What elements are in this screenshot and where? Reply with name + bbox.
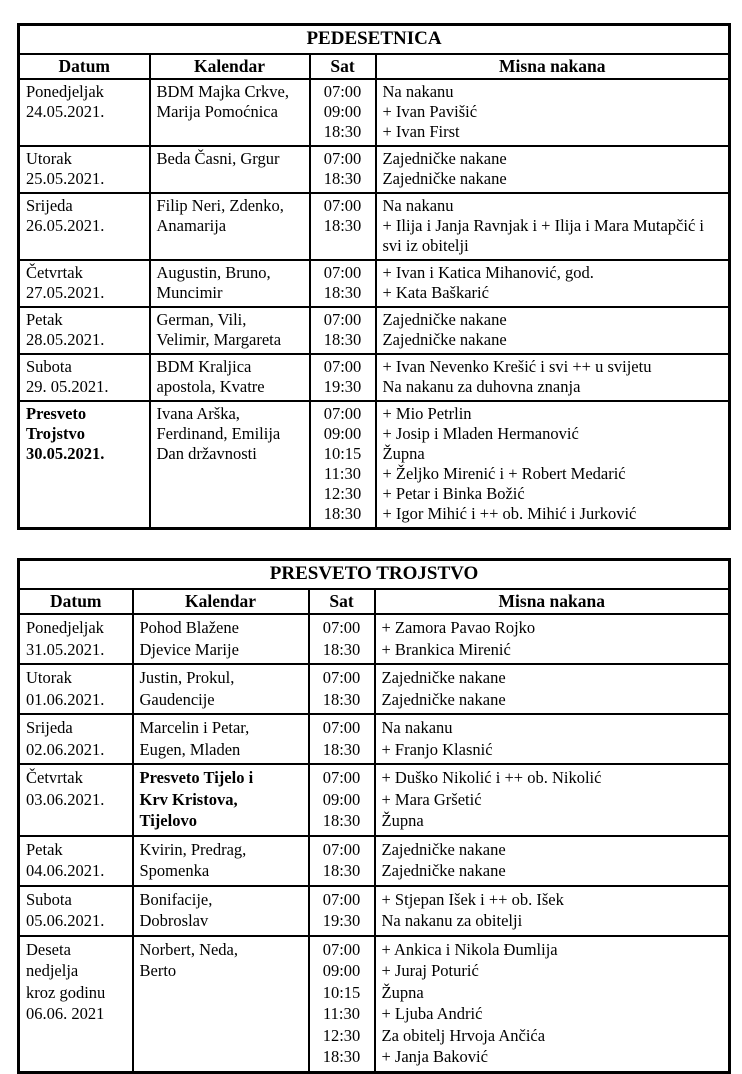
datum-line: 26.05.2021.: [26, 216, 105, 235]
datum-line: Subota: [26, 357, 72, 376]
kalendar-line: BDM Kraljica: [156, 357, 252, 376]
column-header-sat: Sat: [309, 589, 375, 614]
kalendar-cell: [133, 936, 309, 1073]
kalendar-line: Justin, Prokul,: [139, 668, 235, 687]
nakana-value: Na nakanu: [381, 718, 453, 737]
time-value: 07:00: [323, 310, 362, 329]
table-title: PRESVETO TROJSTVO: [19, 560, 730, 590]
datum-line: Ponedjeljak: [26, 82, 104, 101]
time-value: 07:00: [322, 718, 361, 737]
kalendar-line: Dobroslav: [139, 911, 209, 930]
kalendar-cell: [133, 664, 309, 714]
table-row: [19, 664, 730, 714]
time-value: 18:30: [322, 739, 361, 759]
time-value: 09:00: [323, 424, 362, 443]
kalendar-line: Norbert, Neda,: [139, 939, 239, 959]
sat-cell: [309, 614, 375, 664]
datum-cell: [19, 936, 133, 1073]
kalendar-line: Pohod Blažene: [139, 618, 239, 637]
nakana-cell: [376, 307, 730, 354]
time-value: 18:30: [323, 169, 362, 188]
table-title-row: [19, 560, 730, 590]
nakana-value: + Igor Mihić i ++ ob. Mihić i Jurković: [382, 504, 637, 523]
datum-line: Četvrtak: [26, 263, 83, 282]
schedule-table-pedesetnica: [17, 23, 731, 530]
nakana-cell: [375, 886, 730, 936]
datum-line: 05.06.2021.: [26, 911, 105, 930]
datum-line: Petak: [26, 310, 63, 329]
datum-line: nedjelja: [26, 961, 79, 980]
nakana-cell: [375, 836, 730, 886]
table-row: [19, 836, 730, 886]
datum-line: 06.06. 2021: [26, 1004, 105, 1023]
nakana-value: + Zamora Pavao Rojko: [381, 618, 536, 637]
table-row: [19, 401, 730, 529]
datum-line: 31.05.2021.: [26, 639, 105, 659]
table-title: PEDESETNICA: [19, 25, 730, 55]
kalendar-line: Gaudencije: [139, 689, 215, 709]
nakana-value: + Kata Baškarić: [382, 283, 489, 302]
kalendar-cell: [150, 193, 310, 260]
nakana-cell: [375, 936, 730, 1073]
datum-cell: [19, 146, 150, 193]
time-value: 18:30: [322, 689, 361, 709]
kalendar-line: Marcelin i Petar,: [139, 718, 250, 737]
nakana-value: Župna: [381, 982, 424, 1002]
datum-line: 01.06.2021.: [26, 689, 105, 709]
kalendar-line: Ivana Arška,: [156, 404, 240, 423]
datum-cell: [19, 764, 133, 836]
kalendar-cell: [133, 836, 309, 886]
kalendar-cell: [150, 307, 310, 354]
nakana-value: Na nakanu: [382, 82, 454, 101]
datum-line: 30.05.2021.: [26, 444, 105, 463]
datum-line: 27.05.2021.: [26, 283, 105, 302]
nakana-value: + Ivan i Katica Mihanović, god.: [382, 263, 594, 282]
table-row: [19, 146, 730, 193]
sat-cell: [310, 307, 376, 354]
nakana-value: + Ivan First: [382, 122, 460, 141]
nakana-value: Zajedničke nakane: [381, 861, 506, 880]
datum-cell: [19, 664, 133, 714]
time-value: 09:00: [323, 102, 362, 121]
time-value: 10:15: [323, 444, 362, 463]
table-row: [19, 193, 730, 260]
datum-line: Četvrtak: [26, 768, 83, 787]
kalendar-cell: [133, 764, 309, 836]
nakana-value: Za obitelj Hrvoja Ančića: [381, 1025, 546, 1045]
kalendar-line: Spomenka: [139, 861, 210, 880]
datum-cell: [19, 193, 150, 260]
nakana-value: + Petar i Binka Božić: [382, 484, 525, 503]
kalendar-cell: [150, 79, 310, 146]
nakana-value: + Željko Mirenić i + Robert Medarić: [382, 464, 626, 483]
kalendar-line: Marija Pomoćnica: [156, 102, 278, 121]
nakana-value: + Ivan Nevenko Krešić i svi ++ u svijetu: [382, 357, 652, 376]
sat-cell: [310, 401, 376, 529]
datum-line: Utorak: [26, 668, 72, 687]
datum-line: Ponedjeljak: [26, 618, 104, 637]
time-value: 18:30: [322, 1047, 361, 1066]
nakana-value: + Ilija i Janja Ravnjak i + Ilija i Mara Mutapčić i svi iz obitelji: [382, 216, 704, 255]
column-header-row: [19, 589, 730, 614]
nakana-cell: [376, 354, 730, 401]
kalendar-line: Berto: [139, 961, 177, 980]
time-value: 18:30: [322, 861, 361, 880]
time-value: 09:00: [322, 789, 361, 809]
kalendar-line: Ferdinand, Emilija: [156, 424, 281, 443]
nakana-value: Zajedničke nakane: [381, 689, 506, 709]
time-value: 07:00: [323, 149, 362, 168]
datum-cell: [19, 354, 150, 401]
datum-line: 24.05.2021.: [26, 102, 105, 121]
table-row: [19, 79, 730, 146]
datum-cell: [19, 886, 133, 936]
nakana-cell: [376, 146, 730, 193]
nakana-value: Zajedničke nakane: [382, 310, 507, 329]
time-value: 07:00: [322, 768, 361, 787]
nakana-value: + Janja Baković: [381, 1047, 488, 1066]
column-header-datum: Datum: [19, 589, 133, 614]
datum-cell: [19, 614, 133, 664]
time-value: 07:00: [323, 404, 362, 423]
table-row: [19, 886, 730, 936]
kalendar-line: Velimir, Margareta: [156, 330, 282, 349]
time-value: 18:30: [323, 216, 362, 235]
time-value: 07:00: [322, 668, 361, 687]
table-row: [19, 936, 730, 1073]
sat-cell: [309, 664, 375, 714]
schedule-table-presveto-trojstvo: [17, 558, 731, 1074]
nakana-value: + Ankica i Nikola Đumlija: [381, 939, 558, 959]
nakana-value: Zajedničke nakane: [381, 839, 506, 859]
datum-cell: [19, 79, 150, 146]
time-value: 07:00: [323, 357, 362, 376]
nakana-value: + Duško Nikolić i ++ ob. Nikolić: [381, 768, 602, 787]
nakana-value: + Josip i Mladen Hermanović: [382, 424, 579, 443]
nakana-value: + Brankica Mirenić: [381, 639, 511, 659]
sat-cell: [310, 146, 376, 193]
datum-line: Presveto: [26, 404, 87, 423]
sat-cell: [310, 79, 376, 146]
mass-schedule-tables: [17, 23, 728, 1074]
datum-cell: [19, 260, 150, 307]
kalendar-line: Tijelovo: [139, 811, 197, 830]
time-value: 07:00: [322, 889, 361, 909]
nakana-value: Župna: [382, 444, 425, 463]
nakana-cell: [375, 714, 730, 764]
nakana-value: + Mara Gršetić: [381, 789, 482, 809]
time-value: 19:30: [322, 911, 361, 930]
time-value: 18:30: [323, 122, 362, 141]
sat-cell: [310, 193, 376, 260]
nakana-value: Župna: [381, 811, 424, 830]
time-value: 18:30: [322, 811, 361, 830]
nakana-value: + Juraj Poturić: [381, 961, 479, 980]
nakana-cell: [376, 260, 730, 307]
datum-cell: [19, 401, 150, 529]
kalendar-cell: [133, 714, 309, 764]
datum-line: Deseta: [26, 939, 71, 959]
datum-line: Srijeda: [26, 718, 73, 737]
nakana-cell: [375, 614, 730, 664]
sat-cell: [309, 764, 375, 836]
time-value: 18:30: [323, 283, 362, 302]
nakana-value: Zajedničke nakane: [382, 149, 507, 168]
kalendar-cell: [133, 614, 309, 664]
kalendar-line: Djevice Marije: [139, 639, 239, 659]
time-value: 11:30: [323, 1004, 360, 1023]
kalendar-line: Augustin, Bruno,: [156, 263, 271, 282]
kalendar-line: Krv Kristova,: [139, 789, 238, 809]
sat-cell: [309, 714, 375, 764]
nakana-value: + Stjepan Išek i ++ ob. Išek: [381, 889, 564, 909]
datum-line: 25.05.2021.: [26, 169, 105, 188]
datum-line: kroz godinu: [26, 982, 106, 1002]
kalendar-line: Beda Časni, Grgur: [156, 149, 280, 168]
kalendar-line: Anamarija: [156, 216, 227, 235]
time-value: 07:00: [322, 839, 361, 859]
column-header-kalendar: Kalendar: [150, 54, 310, 79]
kalendar-cell: [150, 146, 310, 193]
kalendar-cell: [150, 354, 310, 401]
nakana-value: Zajedničke nakane: [382, 330, 507, 349]
time-value: 12:30: [323, 484, 362, 503]
time-value: 18:30: [323, 504, 362, 523]
nakana-cell: [375, 764, 730, 836]
nakana-value: + Mio Petrlin: [382, 404, 472, 423]
table-row: [19, 714, 730, 764]
time-value: 07:00: [323, 82, 362, 101]
nakana-cell: [376, 401, 730, 529]
nakana-cell: [376, 79, 730, 146]
table-row: [19, 614, 730, 664]
nakana-value: Na nakanu za obitelji: [381, 911, 523, 930]
time-value: 09:00: [322, 961, 361, 980]
table-row: [19, 764, 730, 836]
datum-line: Srijeda: [26, 196, 73, 215]
kalendar-line: Bonifacije,: [139, 889, 213, 909]
datum-line: 28.05.2021.: [26, 330, 105, 349]
kalendar-line: apostola, Kvatre: [156, 377, 265, 396]
kalendar-line: Eugen, Mladen: [139, 739, 241, 759]
sat-cell: [309, 936, 375, 1073]
time-value: 07:00: [322, 618, 361, 637]
datum-line: Subota: [26, 889, 72, 909]
table-title-row: [19, 25, 730, 55]
nakana-cell: [375, 664, 730, 714]
nakana-value: Zajedničke nakane: [382, 169, 507, 188]
kalendar-line: Filip Neri, Zdenko,: [156, 196, 284, 215]
nakana-value: + Ivan Pavišić: [382, 102, 478, 121]
nakana-value: + Ljuba Andrić: [381, 1004, 483, 1023]
time-value: 19:30: [323, 377, 362, 396]
time-value: 18:30: [322, 639, 361, 659]
kalendar-line: BDM Majka Crkve,: [156, 82, 289, 101]
datum-line: Petak: [26, 839, 63, 859]
time-value: 07:00: [322, 939, 361, 959]
datum-line: 29. 05.2021.: [26, 377, 109, 396]
datum-cell: [19, 836, 133, 886]
time-value: 11:30: [324, 464, 361, 483]
nakana-value: Na nakanu: [382, 196, 454, 215]
time-value: 18:30: [323, 330, 362, 349]
datum-cell: [19, 307, 150, 354]
sat-cell: [309, 886, 375, 936]
time-value: 07:00: [323, 196, 362, 215]
datum-line: Trojstvo: [26, 424, 85, 443]
kalendar-cell: [133, 886, 309, 936]
kalendar-cell: [150, 401, 310, 529]
nakana-value: + Franjo Klasnić: [381, 739, 493, 759]
kalendar-cell: [150, 260, 310, 307]
sat-cell: [309, 836, 375, 886]
column-header-datum: Datum: [19, 54, 150, 79]
kalendar-line: Dan državnosti: [156, 444, 257, 463]
kalendar-line: Kvirin, Predrag,: [139, 839, 247, 859]
nakana-cell: [376, 193, 730, 260]
datum-line: 04.06.2021.: [26, 861, 105, 880]
kalendar-line: German, Vili,: [156, 310, 247, 329]
datum-cell: [19, 714, 133, 764]
column-header-misna-nakana: Misna nakana: [376, 54, 730, 79]
table-row: [19, 354, 730, 401]
table-row: [19, 260, 730, 307]
datum-line: 03.06.2021.: [26, 789, 105, 809]
nakana-value: Na nakanu za duhovna znanja: [382, 377, 581, 396]
nakana-value: Zajedničke nakane: [381, 668, 506, 687]
column-header-misna-nakana: Misna nakana: [375, 589, 730, 614]
time-value: 10:15: [322, 982, 361, 1002]
datum-line: Utorak: [26, 149, 72, 168]
column-header-sat: Sat: [310, 54, 376, 79]
time-value: 07:00: [323, 263, 362, 282]
column-header-row: [19, 54, 730, 79]
sat-cell: [310, 260, 376, 307]
sat-cell: [310, 354, 376, 401]
column-header-kalendar: Kalendar: [133, 589, 309, 614]
kalendar-line: Muncimir: [156, 283, 223, 302]
kalendar-line: Presveto Tijelo i: [139, 768, 254, 787]
table-row: [19, 307, 730, 354]
time-value: 12:30: [322, 1025, 361, 1045]
datum-line: 02.06.2021.: [26, 739, 105, 759]
